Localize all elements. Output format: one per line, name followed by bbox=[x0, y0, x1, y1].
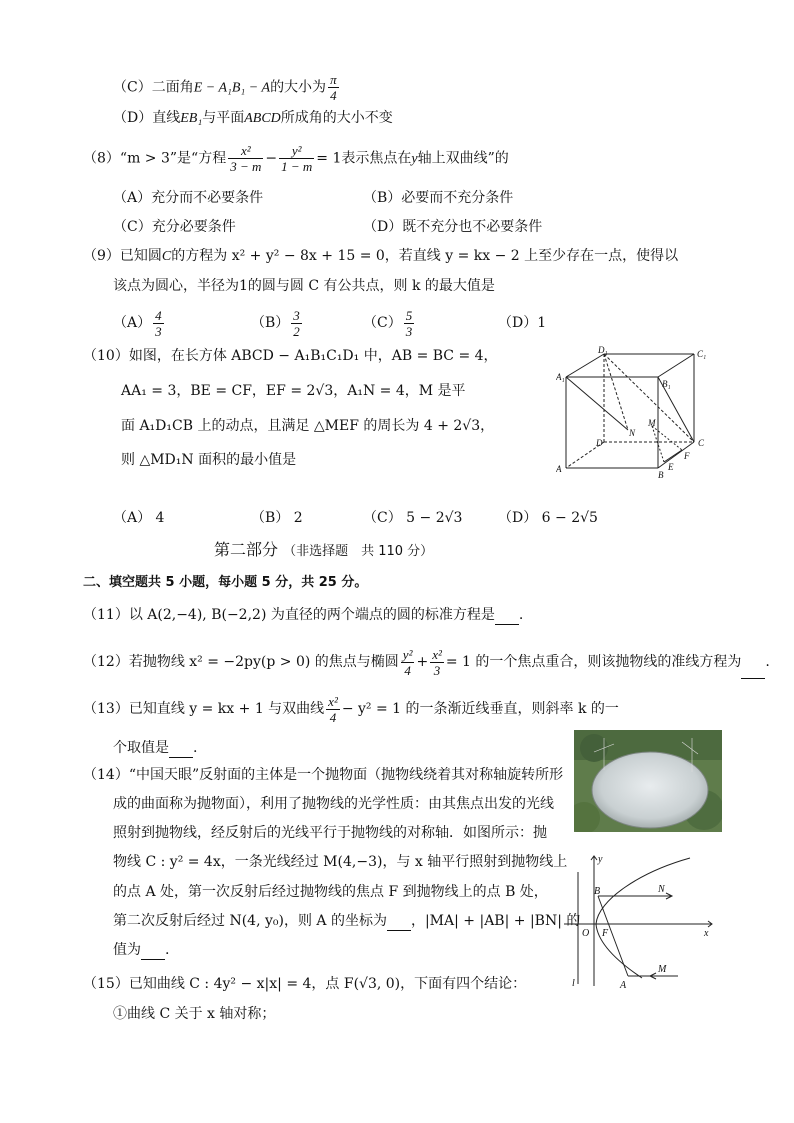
origin-O-label: O bbox=[582, 928, 590, 939]
label-A: A bbox=[556, 464, 562, 474]
q10-line-2: AA₁ = 3，BE = CF，EF = 2√3，A₁N = 4，M 是平 bbox=[121, 383, 466, 399]
fast-telescope-photo bbox=[574, 730, 722, 832]
label-A1: A₁ bbox=[556, 372, 565, 382]
answer-blank bbox=[169, 743, 193, 758]
q9-option-a: （A） $\frac{4}{3}$ bbox=[113, 307, 162, 339]
q7-c-math: E − A₁B₁ − A bbox=[193, 80, 271, 96]
point-A-label: A bbox=[620, 980, 627, 990]
section2-heading: 二、填空题共 5 小题，每小题 5 分，共 25 分。 bbox=[83, 575, 368, 590]
q10-option-c: （C） 5 − 2√3 bbox=[363, 510, 463, 526]
q8-stem: （8）“m > 3”是“方程 $\frac{\text{x²}}{3 - m}$ − $\frac{\text{y²}}{1 - m}$ = 1表示焦点在y轴上双曲线”的 bbox=[83, 143, 509, 174]
q14-line-1: （14）“中国天眼”反射面的主体是一个抛物面（抛物线绕着其对称轴旋转所形 bbox=[83, 767, 564, 783]
answer-blank bbox=[141, 945, 165, 960]
q15-line-2: ①曲线 C 关于 x 轴对称； bbox=[113, 1006, 276, 1022]
answer-blank bbox=[387, 916, 411, 931]
q14-line-3: 照射到抛物线，经反射后的光线平行于抛物线的对称轴．如图所示：抛 bbox=[113, 825, 547, 841]
q10-option-d: （D） 6 − 2√5 bbox=[498, 510, 598, 526]
point-B-label: B bbox=[594, 886, 601, 897]
q9-option-c: （C） $\frac{5}{3}$ bbox=[363, 307, 413, 339]
q8-option-d: （D）既不充分也不必要条件 bbox=[363, 219, 543, 235]
q14-line-7: 值为 . bbox=[113, 942, 170, 958]
point-M-label: M bbox=[658, 964, 667, 975]
q14-line-5: 的点 A 处，第一次反射后经过抛物线的焦点 F 到抛物线上的点 B 处， bbox=[113, 884, 548, 900]
q9-line-1: （9）已知圆C的方程为 x² + y² − 8x + 15 = 0，若直线 y = kx − 2 上至少存在一点，使得以 bbox=[83, 248, 679, 264]
label-C: C bbox=[698, 438, 705, 448]
q10-option-b: （B） 2 bbox=[251, 510, 303, 526]
q8-option-c: （C）充分必要条件 bbox=[113, 219, 236, 235]
answer-blank bbox=[495, 610, 519, 625]
q7-c-fraction: $\frac{\pi}{4}$ bbox=[330, 72, 337, 103]
q7-option-d: （D）直线EB₁与平面ABCD所成角的大小不变 bbox=[113, 110, 393, 126]
axis-y-label: y bbox=[598, 854, 603, 865]
q8-option-b: （B）必要而不充分条件 bbox=[363, 190, 514, 206]
q11: （11）以 A(2,−4), B(−2,2) 为直径的两个端点的圆的标准方程是 . bbox=[83, 607, 524, 623]
label-F: F bbox=[684, 451, 690, 461]
q7-c-prefix: （C）二面角 bbox=[113, 79, 194, 96]
q9-option-b: （B） $\frac{3}{2}$ bbox=[251, 307, 300, 339]
q14-line-6: 第二次反射后经过 N(4, y₀)，则 A 的坐标为 ，|MA| + |AB| + |BN| 的 bbox=[113, 913, 581, 929]
q10-line-3: 面 A₁D₁CB 上的动点，且满足 △MEF 的周长为 4 + 2√3， bbox=[121, 418, 495, 434]
q14-line-4: 物线 C : y² = 4x，一条光线经过 M(4,−3)，与 x 轴平行照射到抛物线上 bbox=[113, 854, 568, 870]
label-M: M bbox=[648, 418, 656, 428]
q9-line-2: 该点为圆心，半径为1的圆与圆 C 有公共点，则 k 的最大值是 bbox=[113, 278, 495, 294]
q14-line-2: 成的曲面称为抛物面），利用了抛物线的光学性质：由其焦点出发的光线 bbox=[113, 796, 554, 812]
q10-line-1: （10）如图，在长方体 ABCD − A₁B₁C₁D₁ 中，AB = BC = 4， bbox=[83, 348, 498, 364]
point-N-label: N bbox=[658, 884, 665, 895]
q10-line-4: 则 △MD₁N 面积的最小值是 bbox=[121, 452, 297, 468]
focus-F-label: F bbox=[602, 928, 609, 939]
answer-blank bbox=[741, 664, 765, 679]
label-D1: D₁ bbox=[598, 345, 608, 355]
parabola-figure bbox=[560, 852, 720, 990]
label-B1: B₁ bbox=[662, 379, 671, 389]
label-C1: C₁ bbox=[697, 349, 707, 359]
q15-line-1: （15）已知曲线 C : 4y² − x|x| = 4，点 F(√3, 0)，下面有四个结论： bbox=[83, 976, 527, 992]
q7-c-mid: 的大小为 bbox=[270, 79, 327, 96]
label-D: D bbox=[596, 438, 603, 448]
label-N: N bbox=[629, 428, 636, 438]
part2-title: 第二部分 （非选择题 共 110 分） bbox=[214, 540, 434, 559]
label-B: B bbox=[658, 470, 664, 480]
label-E: E bbox=[668, 462, 674, 472]
q8-option-a: （A）充分而不必要条件 bbox=[113, 190, 264, 206]
q7-option-c bbox=[113, 72, 341, 103]
axis-x-label: x bbox=[704, 928, 709, 939]
q8-fraction-1: $\frac{\text{x²}}{3 - m}$ bbox=[230, 143, 262, 174]
q10-option-a: （A） 4 bbox=[113, 510, 165, 526]
q9-option-d: （D）1 bbox=[498, 315, 547, 331]
q8-fraction-2: $\frac{\text{y²}}{1 - m}$ bbox=[281, 143, 313, 174]
q13-line-1: （13）已知直线 y = kx + 1 与双曲线 $\frac{\text{x²}}{4}$ − y² = 1 的一条渐近线垂直，则斜率 k 的一 bbox=[83, 693, 619, 725]
q12: （12）若抛物线 x² = −2py(p > 0) 的焦点与椭圆 $\frac{\text{y²}}{4}$ + $\frac{\text{x²}}{3}$ = 1 的一个焦点重合，则该抛物线的准线方程为 . bbox=[83, 646, 770, 678]
q13-line-2: 个取值是 . bbox=[113, 740, 198, 756]
cuboid-figure bbox=[556, 344, 716, 480]
directrix-l-label: l bbox=[572, 978, 575, 989]
